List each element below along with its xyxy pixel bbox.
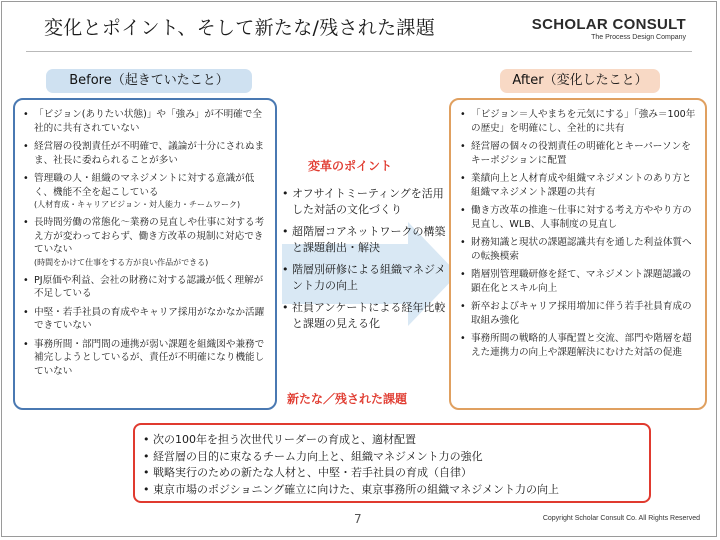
reform-points-list (282, 186, 446, 338)
after-panel (449, 98, 707, 410)
list-item: • 中堅・若手社員の育成やキャリア採用がなかなか活躍できていない (23, 306, 269, 333)
page-number: 7 (354, 512, 362, 526)
after-header: After（変化したこと） (500, 69, 660, 93)
list-item: • PJ原価や利益、会社の財務に対する認識が低く理解が不足している (23, 274, 269, 301)
new-issues-heading: 新たな／残された課題 (287, 392, 408, 406)
list-item: • 超階層コアネットワークの構築と課題創出・解決 (282, 224, 446, 256)
list-item: • 「ビジョン(ありたい状態)」や「強み」が不明確で全社的に共有されていない (23, 108, 269, 135)
list-item: • 財務知識と現状の課題認識共有を通した利益体質への転換模索 (460, 236, 699, 263)
list-item: • 社員アンケートによる経年比較と課題の見える化 (282, 300, 446, 332)
brand-name: SCHOLAR CONSULT (531, 16, 686, 33)
new-issues-panel (133, 423, 651, 503)
before-header: Before（起きていたこと） (46, 69, 252, 93)
list-item: • 経営層の個々の役割責任の明確化とキーパーソンをキーポジションに配置 (460, 140, 699, 167)
brand-logo (532, 16, 686, 41)
list-item: • 管理職の人・組織のマネジメントに対する意識が低く、機能不全を起こしている (人材育成・キャリアビジョン・対人能力・チームワーク) (23, 172, 269, 211)
list-item: • 長時間労働の常態化～業務の見直しや仕事に対する考え方が変わっておらず、働き方改革の規制に対応できていない (時間をかけて仕事をする方が良い作品ができる) (23, 216, 269, 269)
before-list (23, 108, 269, 383)
list-item: • 戦略実行のための新たな人材と、中堅・若手社員の育成（自律） (143, 465, 559, 482)
list-item: • 新卒およびキャリア採用増加に伴う若手社員育成の取組み強化 (460, 300, 699, 327)
list-item: • 東京市場のポジショニング確立に向けた、東京事務所の組織マネジメント力の向上 (143, 482, 559, 499)
reform-points-heading: 変革のポイント (308, 159, 393, 173)
list-item: • 階層別研修による組織マネジメント力の向上 (282, 262, 446, 294)
list-item: • 「ビジョン＝人やまちを元気にする」「強み＝100年の歴史」を明確にし、全社的に共有 (460, 108, 699, 135)
new-issues-list (143, 432, 559, 498)
after-list (460, 108, 699, 364)
copyright-notice: Copyright Scholar Consult Co. All Rights Reserved (542, 515, 700, 522)
list-item: • 事務所間・部門間の連携が弱い課題を組織図や兼務で補完しようとしているが、責任が不明確になり機能していない (23, 338, 269, 379)
list-item: • 事務所間の戦略的人事配置と交流、部門や階層を超えた連携力の向上や課題解決にむけた対話の促進 (460, 332, 699, 359)
list-item: • 次の100年を担う次世代リーダーの育成と、適材配置 (143, 432, 559, 449)
list-item: • 働き方改革の推進～仕事に対する考え方ややり方の見直し、WLB、人事制度の見直し (460, 204, 699, 231)
list-item: • オフサイトミーティングを活用した対話の文化づくり (282, 186, 446, 218)
title-divider (26, 51, 692, 52)
brand-tagline: The Process Design Company (591, 34, 686, 41)
list-item: • 階層別管理職研修を経て、マネジメント課題認識の顕在化とスキル向上 (460, 268, 699, 295)
list-item: • 経営層の目的に束なるチーム力向上と、組織マネジメント力の強化 (143, 449, 559, 466)
list-item: • 業績向上と人材育成や組織マネジメントのあり方と組織マネジメント課題の共有 (460, 172, 699, 199)
list-item: • 経営層の役割責任が不明確で、議論が十分にされぬまま、社長に委ねられることが多い (23, 140, 269, 167)
page-title: 変化とポイント、そして新たな/残された課題 (44, 17, 435, 39)
before-panel (13, 98, 277, 410)
